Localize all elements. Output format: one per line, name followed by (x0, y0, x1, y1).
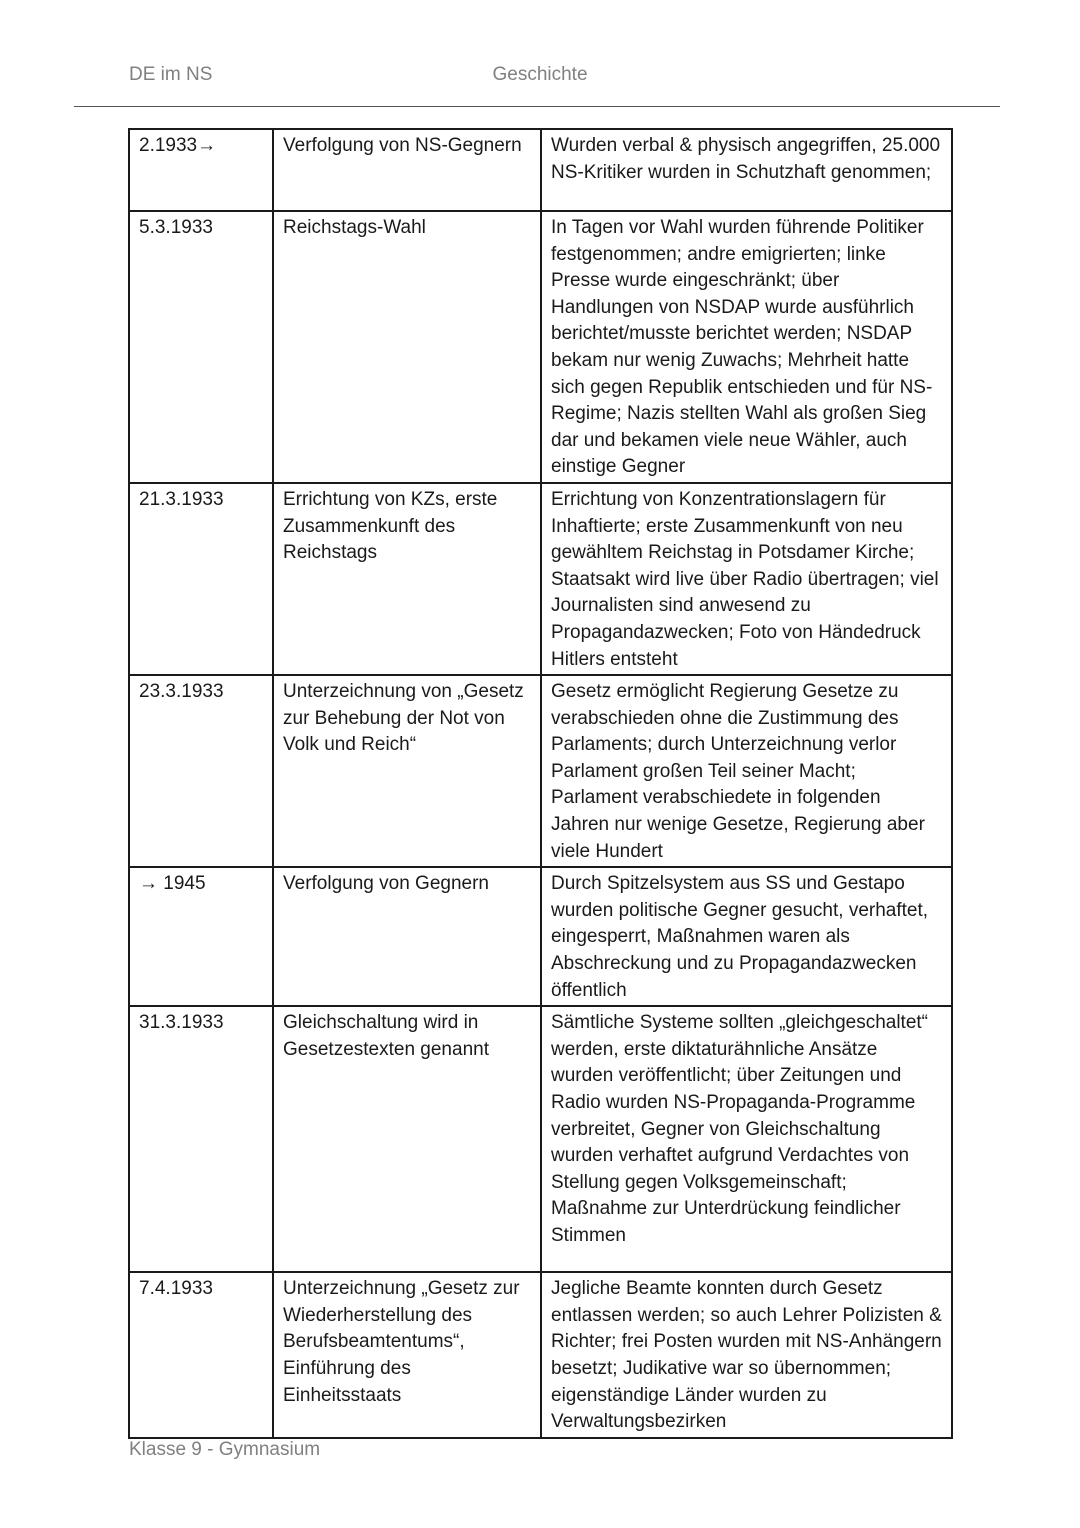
date-cell: 21.3.1933 (129, 483, 273, 675)
table-row (129, 867, 952, 1006)
event-cell: Gleichschaltung wird in Gesetzestexten genannt (273, 1006, 541, 1272)
event-cell: Errichtung von KZs, erste Zusammenkunft des Reichstags (273, 483, 541, 675)
description-cell: Sämtliche Systeme sollten „gleichgeschaltet“ werden, erste diktaturähnliche Ansätze wurden veröffentlicht; über Zeitungen und Radio wurden NS-Propaganda-Programme verbreitet, Gegner von Gleichschaltung wurden verhaftet aufgrund Verdachtes von Stellung gegen Volksgemeinschaft; Maßnahme zur Unterdrückung feindlicher Stimmen (541, 1006, 952, 1272)
date-cell: 31.3.1933 (129, 1006, 273, 1272)
event-cell: Unterzeichnung von „Gesetz zur Behebung der Not von Volk und Reich“ (273, 675, 541, 867)
timeline-table (128, 128, 953, 1439)
header-topic: DE im NS (129, 64, 213, 85)
table-row (129, 129, 952, 211)
page-footer: Klasse 9 - Gymnasium (129, 1439, 321, 1460)
table-row (129, 675, 952, 867)
date-cell: 7.4.1933 (129, 1272, 273, 1438)
date-cell: → 1945 (129, 867, 273, 1006)
page-header (0, 64, 1080, 94)
event-cell: Reichstags-Wahl (273, 211, 541, 483)
table-row (129, 483, 952, 675)
table-row (129, 1006, 952, 1272)
event-cell: Verfolgung von Gegnern (273, 867, 541, 1006)
event-cell: Verfolgung von NS-Gegnern (273, 129, 541, 211)
description-cell: In Tagen vor Wahl wurden führende Politiker festgenommen; andre emigrierten; linke Presse wurde eingeschränkt; über Handlungen von NSDAP wurde ausführlich berichtet/musste berichtet werden; NSDAP bekam nur wenig Zuwachs; Mehrheit hatte sich gegen Republik entschieden und für NS-Regime; Nazis stellten Wahl als großen Sieg dar und bekamen viele neue Wähler, auch einstige Gegner (541, 211, 952, 483)
description-cell: Gesetz ermöglicht Regierung Gesetze zu verabschieden ohne die Zustimmung des Parlaments; durch Unterzeichnung verlor Parlament großen Teil seiner Macht; Parlament verabschiedete in folgenden Jahren nur wenige Gesetze, Regierung aber viele Hundert (541, 675, 952, 867)
header-divider (74, 106, 1000, 107)
table-row (129, 1272, 952, 1438)
description-cell: Wurden verbal & physisch angegriffen, 25.000 NS-Kritiker wurden in Schutzhaft genommen; (541, 129, 952, 211)
header-subject: Geschichte (492, 64, 588, 85)
table-row (129, 211, 952, 483)
event-cell: Unterzeichnung „Gesetz zur Wiederherstellung des Berufsbeamtentums“, Einführung des Einheitsstaats (273, 1272, 541, 1438)
date-cell: 23.3.1933 (129, 675, 273, 867)
date-cell: 5.3.1933 (129, 211, 273, 483)
description-cell: Errichtung von Konzentrationslagern für Inhaftierte; erste Zusammenkunft von neu gewähltem Reichstag in Potsdamer Kirche; Staatsakt wird live über Radio übertragen; viel Journalisten sind anwesend zu Propagandazwecken; Foto von Händedruck Hitlers entsteht (541, 483, 952, 675)
description-cell: Durch Spitzelsystem aus SS und Gestapo wurden politische Gegner gesucht, verhaftet, eingesperrt, Maßnahmen waren als Abschreckung und zu Propagandazwecken öffentlich (541, 867, 952, 1006)
description-cell: Jegliche Beamte konnten durch Gesetz entlassen werden; so auch Lehrer Polizisten & Richter; frei Posten wurden mit NS-Anhängern besetzt; Judikative war so übernommen; eigenständige Länder wurden zu Verwaltungsbezirken (541, 1272, 952, 1438)
date-cell: 2.1933→ (129, 129, 273, 211)
